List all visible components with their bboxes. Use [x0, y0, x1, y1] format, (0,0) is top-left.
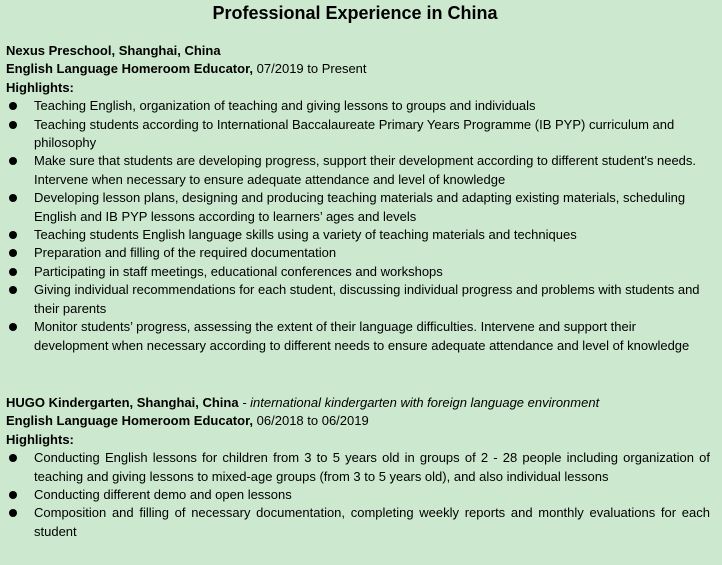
position-title: English Language Homeroom Educator,: [6, 61, 254, 77]
bullet-icon: [9, 454, 17, 462]
highlights-list: [6, 449, 710, 541]
section-title: Professional Experience in China: [212, 3, 498, 23]
bullet-icon: [9, 509, 17, 517]
list-item: [6, 116, 710, 153]
bullet-icon: [9, 157, 17, 165]
bullet-icon: [9, 231, 17, 239]
list-item: [6, 189, 710, 226]
list-item: [6, 504, 710, 541]
position-title: English Language Homeroom Educator,: [6, 413, 254, 429]
highlights-label: Highlights:: [6, 79, 74, 95]
position-line: [6, 60, 710, 78]
list-item-text: Giving individual recommendations for each student, discussing individual progress and problems with students and their parents: [34, 282, 700, 316]
employment-dates: 07/2019 to Present: [253, 61, 367, 77]
bullet-icon: [9, 194, 17, 202]
job-entry-hugo: [6, 394, 710, 541]
list-item-text: Monitor students’ progress, assessing the extent of their language difficulties. Intervene and support their development when necessary according to different needs to ensure adequate attendance and level of knowledge: [34, 319, 690, 353]
bullet-icon: [9, 121, 17, 129]
employment-dates: 06/2018 to 06/2019: [253, 413, 369, 429]
bullet-icon: [9, 249, 17, 257]
bullet-icon: [9, 268, 17, 276]
list-item: [6, 244, 710, 262]
list-item-text: Teaching students according to International Baccalaureate Primary Years Programme (IB PYP) curriculum and philosophy: [34, 116, 675, 151]
employer-line: [6, 394, 710, 412]
list-item-text: Participating in staff meetings, educational conferences and workshops: [34, 263, 443, 279]
list-item-text: Conducting English lessons for children from 3 to 5 years old in groups of 2 - 28 people including organization of teaching and giving lessons to mixed-age groups (from 3 to 5 years old), and also individual lessons: [34, 450, 710, 484]
employer-name: HUGO Kindergarten, Shanghai, China: [6, 395, 239, 410]
list-item-text: Teaching English, organization of teaching and giving lessons to groups and individuals: [34, 98, 536, 114]
list-item-text: Composition and filling of necessary documentation, completing weekly reports and monthly evaluations for each student: [34, 505, 710, 539]
list-item-text: Preparation and filling of the required documentation: [34, 245, 337, 261]
list-item: [6, 486, 710, 504]
highlights-label: Highlights:: [6, 431, 74, 447]
job-entry-nexus: [6, 42, 710, 355]
list-item: [6, 281, 710, 318]
bullet-icon: [9, 323, 17, 331]
list-item-text: Teaching students English language skills using a variety of teaching materials and techniques: [34, 227, 577, 243]
employer-name: Nexus Preschool, Shanghai, China: [6, 43, 221, 58]
list-item: [6, 318, 710, 355]
bullet-icon: [9, 286, 17, 294]
bullet-icon: [9, 102, 17, 110]
bullet-icon: [9, 491, 17, 499]
list-item: [6, 449, 710, 486]
list-item-text: Make sure that students are developing progress, support their development according to different student's needs. Intervene when necessary to ensure adequate attendance and level of knowledge: [34, 153, 697, 187]
list-item-text: Conducting different demo and open lessons: [34, 487, 292, 503]
position-line: [6, 412, 710, 430]
employer-description: - international kindergarten with foreign language environment: [238, 395, 600, 410]
list-item: [6, 152, 710, 189]
highlights-list: [6, 97, 710, 355]
list-item: [6, 263, 710, 281]
list-item-text: Developing lesson plans, designing and producing teaching materials and adapting existing materials, scheduling English and IB PYP lessons according to learners’ ages and levels: [34, 190, 686, 224]
list-item: [6, 226, 710, 244]
list-item: [6, 97, 710, 115]
